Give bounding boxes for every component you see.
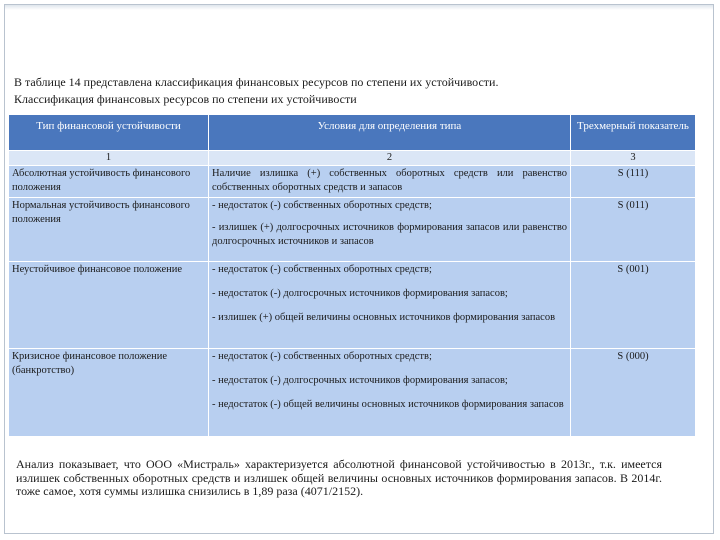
intro-text <box>14 74 704 108</box>
column-number: 2 <box>209 151 571 166</box>
row-conditions <box>209 262 571 349</box>
header-type: Тип финансовой устойчивости <box>9 115 209 151</box>
analysis-paragraph <box>16 458 662 499</box>
row-conditions <box>209 349 571 437</box>
condition-text: - недостаток (-) собственных оборотных средств; <box>212 351 432 362</box>
table-header-row <box>9 115 696 151</box>
condition-text: - недостаток (-) долгосрочных источников формирования запасов; <box>212 375 508 386</box>
column-number-row <box>9 151 696 166</box>
table-row <box>9 166 696 198</box>
row-indicator: S (111) <box>571 166 696 198</box>
intro-line-1: В таблице 14 представлена классификация финансовых ресурсов по степени их устойчивости. <box>14 75 499 89</box>
condition-text: - излишек (+) общей величины основных источников формирования запасов <box>212 312 556 323</box>
row-type: Неустойчивое финансовое положение <box>9 262 209 349</box>
condition-text: Наличие излишка (+) собственных оборотных средств или равенство собственных оборотных средств и запасов <box>212 168 567 193</box>
column-number: 3 <box>571 151 696 166</box>
row-conditions <box>209 166 571 198</box>
table-row <box>9 262 696 349</box>
row-type: Абсолютная устойчивость финансового положения <box>9 166 209 198</box>
condition-text: - недостаток (-) собственных оборотных средств; <box>212 264 432 275</box>
column-number: 1 <box>9 151 209 166</box>
condition-text: - недостаток (-) собственных оборотных средств; <box>212 200 432 211</box>
classification-table <box>8 114 696 437</box>
table-row <box>9 198 696 262</box>
row-indicator: S (000) <box>571 349 696 437</box>
analysis-text: Анализ показывает, что ООО «Мистраль» характеризуется абсолютной финансовой устойчивостью в 2013г., т.к. имеется излишек собственных оборотных средств и излишек общей величины основных источников формирования запасов. В 2014г. тоже самое, хотя суммы излишка снизились в 1,89 раза (4071/2152). <box>16 457 662 498</box>
row-indicator: S (001) <box>571 262 696 349</box>
table-caption: Классификация финансовых ресурсов по степени их устойчивости <box>14 92 357 106</box>
row-type: Нормальная устойчивость финансового положения <box>9 198 209 262</box>
row-type: Кризисное финансовое положение (банкротство) <box>9 349 209 437</box>
condition-text: - недостаток (-) долгосрочных источников формирования запасов; <box>212 288 508 299</box>
row-indicator: S (011) <box>571 198 696 262</box>
table-row <box>9 349 696 437</box>
header-conditions: Условия для определения типа <box>209 115 571 151</box>
header-indicator: Трехмерный показатель <box>571 115 696 151</box>
condition-text: - недостаток (-) общей величины основных источников формирования запасов <box>212 399 564 410</box>
row-conditions <box>209 198 571 262</box>
condition-text: - излишек (+) долгосрочных источников формирования запасов или равенство долгосрочных источников и запасов <box>212 222 567 247</box>
